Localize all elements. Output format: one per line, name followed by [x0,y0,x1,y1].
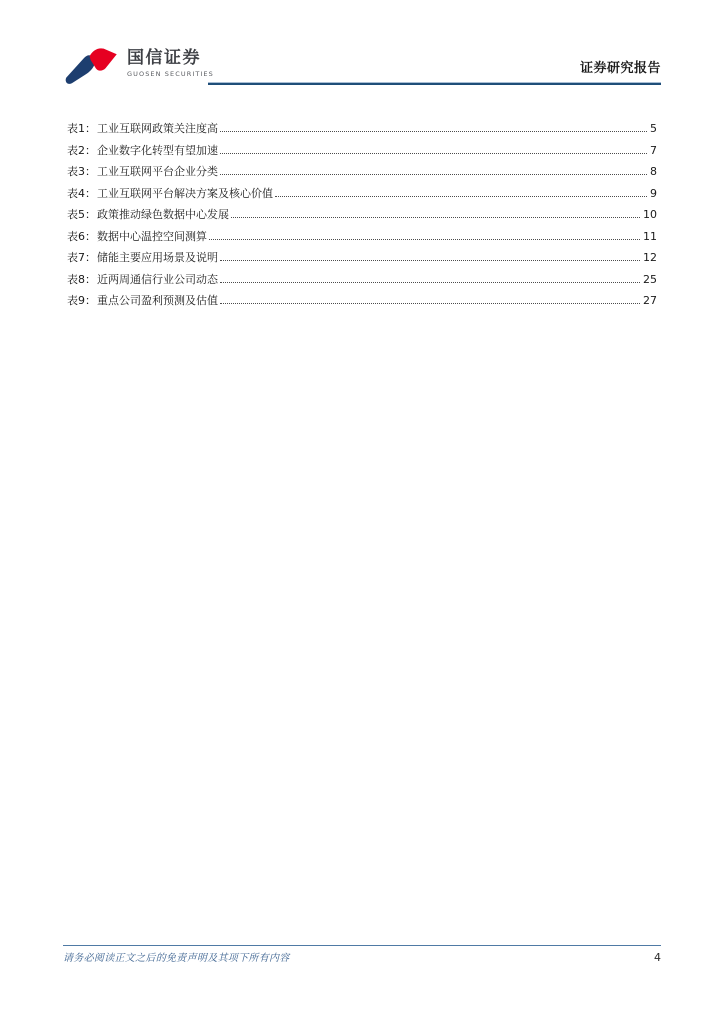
dotted-leader [220,303,640,304]
toc-entry-page: 10 [643,208,657,221]
toc-entry-label: 表6： [67,229,96,243]
dotted-leader [220,174,647,175]
guosen-logo [63,44,214,87]
footer-disclaimer: 请务必阅读正文之后的免责声明及其项下所有内容 [63,953,290,964]
toc-entry[interactable] [67,118,657,140]
dotted-leader [220,153,647,154]
dotted-leader [209,239,640,240]
toc-entry-label: 表9： [67,294,96,307]
toc-entry-label: 表1： [67,122,96,135]
toc-entry-page: 27 [643,294,657,307]
toc-entry[interactable] [67,161,657,183]
toc-entry-page: 9 [650,186,657,200]
toc-entry-label: 表2： [67,143,96,157]
toc-entry[interactable] [67,290,657,312]
table-of-contents [67,118,657,312]
dotted-leader [275,196,647,197]
dotted-leader [220,260,640,261]
toc-entry-page: 11 [643,229,657,243]
toc-entry[interactable] [67,204,657,226]
toc-entry-page: 5 [650,122,657,135]
toc-entry-page: 7 [650,143,657,157]
toc-entry-title: 储能主要应用场景及说明 [97,251,218,264]
dotted-leader [220,282,640,283]
toc-entry-title: 政策推动绿色数据中心发展 [97,208,229,221]
toc-entry[interactable] [67,226,657,248]
toc-entry-title: 工业互联网平台解决方案及核心价值 [97,186,273,200]
toc-entry-title: 近两周通信行业公司动态 [97,272,218,286]
footer-page-number: 4 [654,951,661,964]
dotted-leader [220,131,647,132]
toc-entry-label: 表3： [67,165,96,178]
toc-entry-title: 重点公司盈利预测及估值 [97,294,218,307]
toc-entry-title: 工业互联网平台企业分类 [97,165,218,178]
toc-entry-title: 企业数字化转型有望加速 [97,143,218,157]
toc-entry[interactable] [67,269,657,291]
report-type-label: 证券研究报告 [579,61,661,76]
logo-text-block [127,44,214,78]
toc-entry-page: 8 [650,165,657,178]
toc-entry-label: 表7： [67,251,96,264]
logo-company-name-en: GUOSEN SECURITIES [127,70,214,78]
dotted-leader [231,217,640,218]
toc-entry[interactable] [67,140,657,162]
toc-entry-title: 工业互联网政策关注度高 [97,122,218,135]
toc-entry-label: 表8： [67,272,96,286]
logo-company-name: 国信证券 [127,48,201,68]
toc-entry-label: 表4： [67,186,96,200]
toc-entry-title: 数据中心温控空间测算 [97,229,207,243]
toc-entry-page: 12 [643,251,657,264]
toc-entry-page: 25 [643,272,657,286]
header-divider-line [208,82,661,85]
toc-entry-label: 表5： [67,208,96,221]
toc-entry[interactable] [67,183,657,205]
guosen-logo-icon [63,44,120,87]
page-footer [63,945,661,964]
page-header [63,44,661,85]
toc-entry[interactable] [67,247,657,269]
